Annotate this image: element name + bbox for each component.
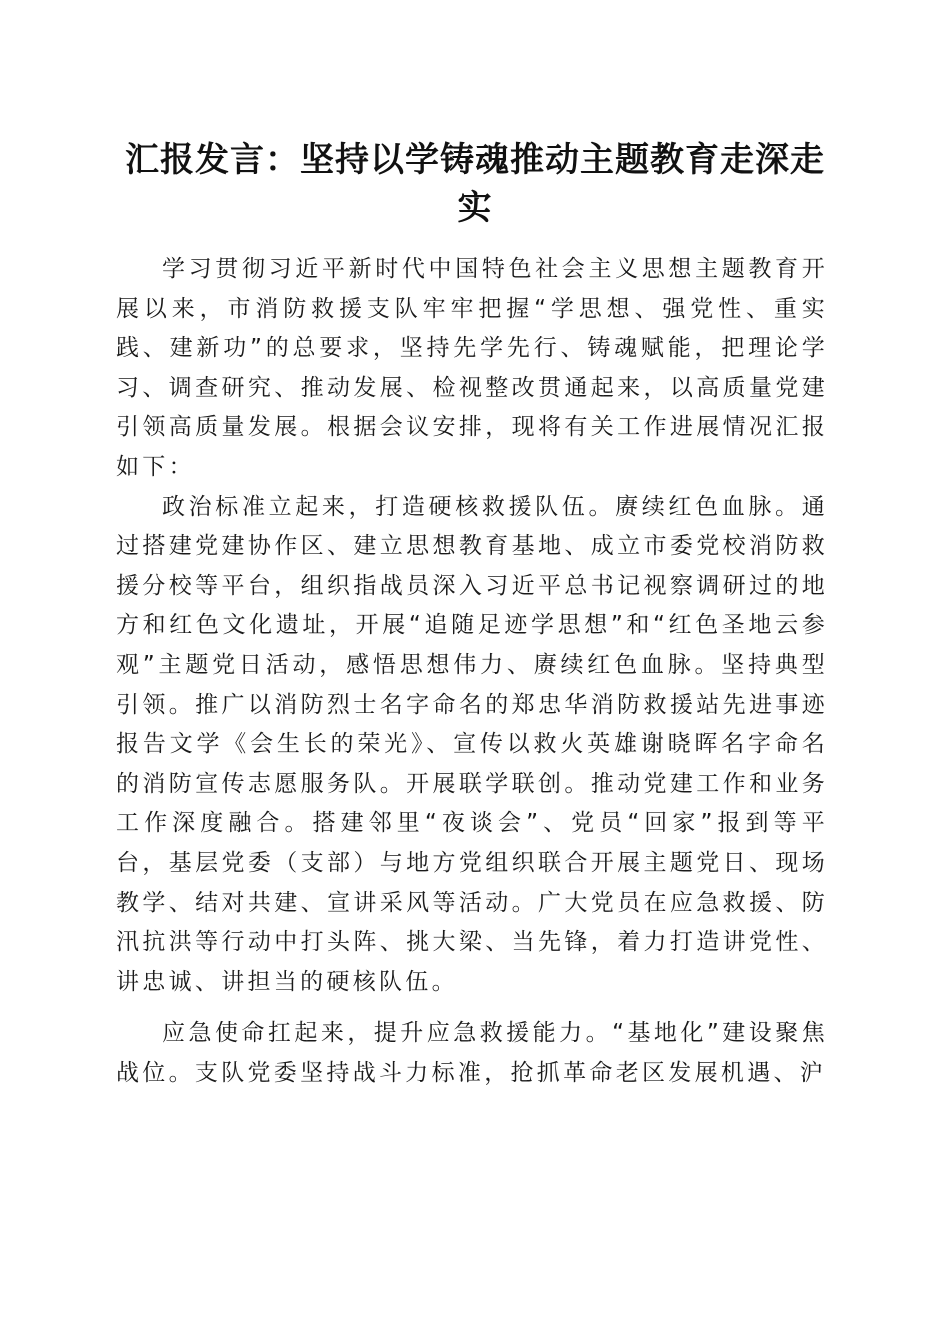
paragraph-political-standards: 政治标准立起来，打造硬核救援队伍。赓续红色血脉。通过搭建党建协作区、建立思想教育基地、成立市委党校消防救援分校等平台，组织指战员深入习近平总书记视察调研过的地方和红色文化遗址，开展“追随足迹学思想”和“红色圣地云参观”主题党日活动，感悟思想伟力、赓续红色血脉。坚持典型引领。推广以消防烈士名字命名的郑忠华消防救援站先进事迹报告文学《会生长的荣光》、宣传以救火英雄谢晓晖名字命名的消防宣传志愿服务队。开展联学联创。推动党建工作和业务工作深度融合。搭建邻里“夜谈会”、党员“回家”报到等平台，基层党委（支部）与地方党组织联合开展主题党日、现场教学、结对共建、宣讲采风等活动。广大党员在应急救援、防汛抗洪等行动中打头阵、挑大梁、当先锋，着力打造讲党性、讲忠诚、讲担当的硬核队伍。 xyxy=(116,493,828,995)
paragraph-intro: 学习贯彻习近平新时代中国特色社会主义思想主题教育开展以来，市消防救援支队牢牢把握“学思想、强党性、重实践、建新功”的总要求，坚持先学先行、铸魂赋能，把理论学习、调查研究、推动发展、检视整改贯通起来，以高质量党建引领高质量发展。根据会议安排，现将有关工作进展情况汇报如下： xyxy=(116,256,828,480)
paragraph-emergency-mission: 应急使命扛起来，提升应急救援能力。“基地化”建设聚焦战位。支队党委坚持战斗力标准，抢抓革命老区发展机遇、沪 xyxy=(116,1020,828,1086)
document-body xyxy=(116,250,828,1093)
document-title: 汇报发言：坚持以学铸魂推动主题教育走深走实 xyxy=(125,140,825,228)
